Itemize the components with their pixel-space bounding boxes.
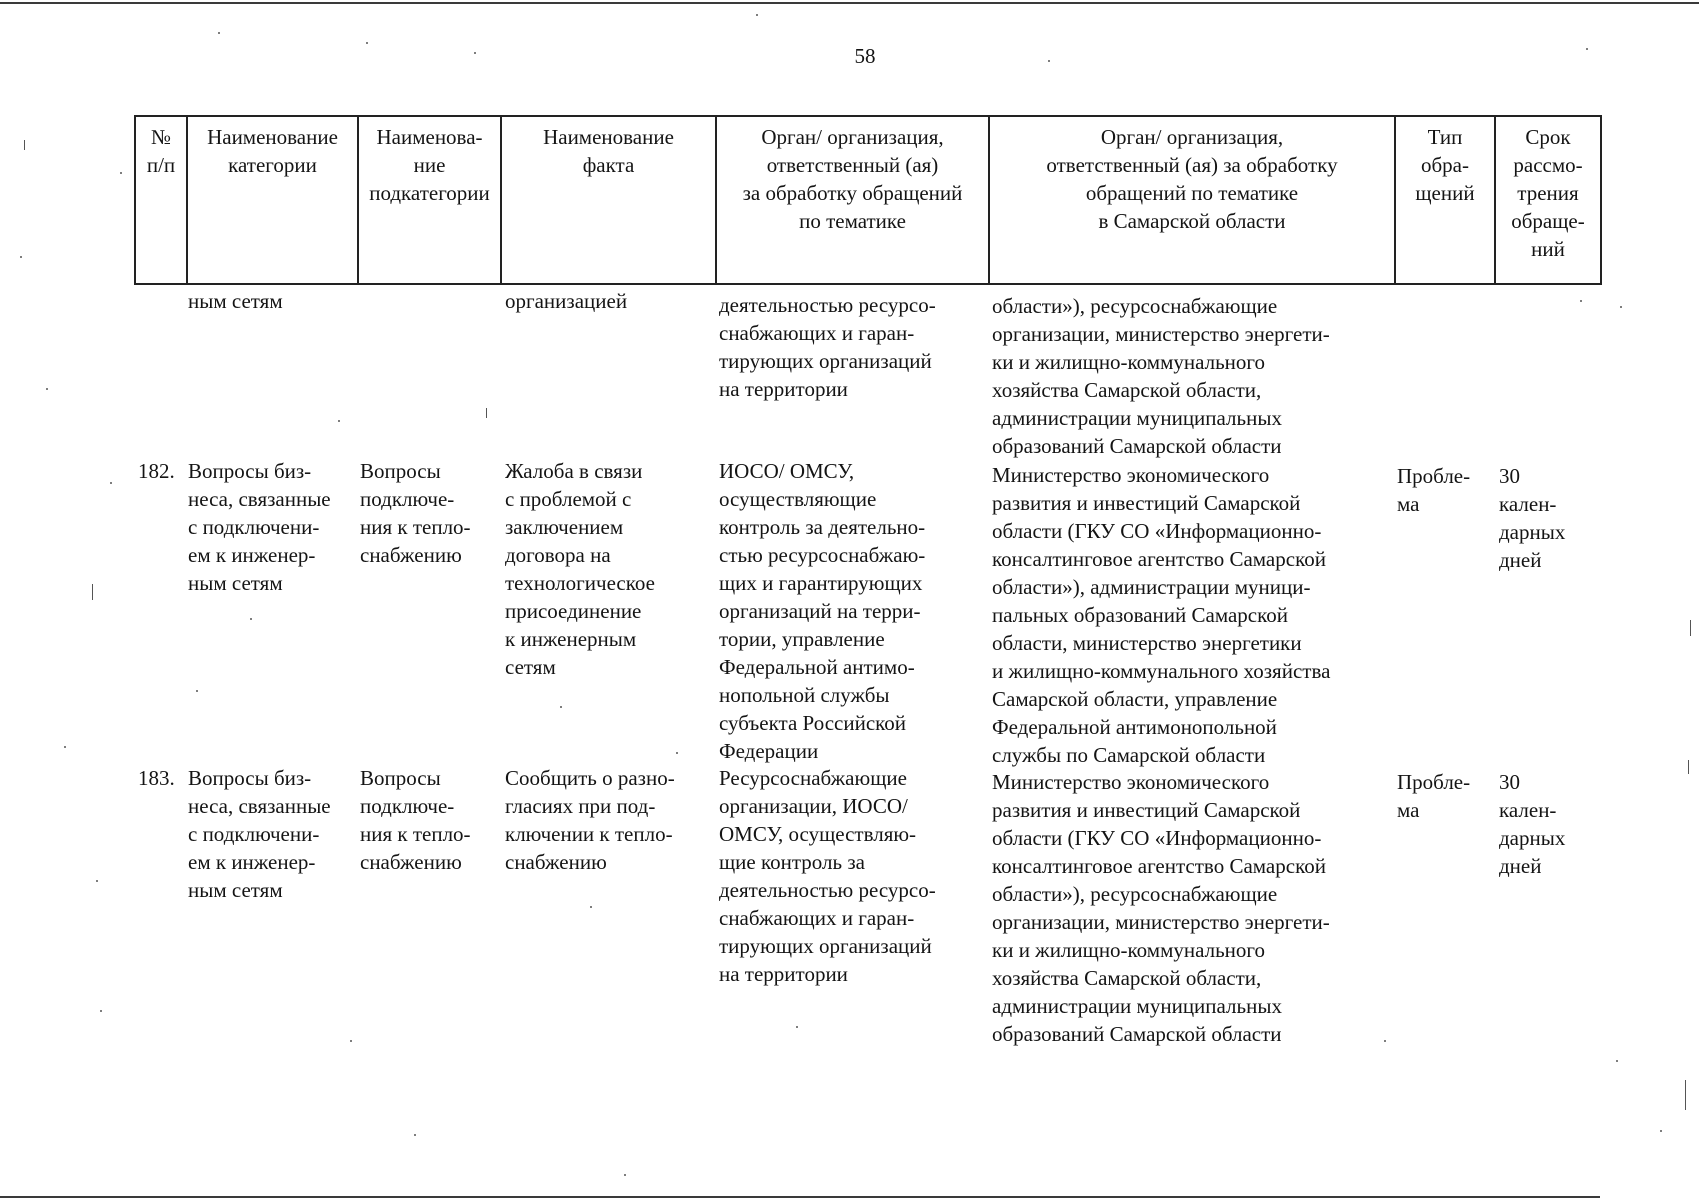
row-org-samara: Министерство экономического развития и инвестиций Самарской области (ГКУ СО «Информационно- консалтинговое агентство Самарской области»), администрации муници- пальных образований Самарской области, министерство энергетики и жилищно-коммунального хозяйства Самарской области, управление Федеральной антимонопольной службы по Самарской области [992,463,1331,767]
header-org: Орган/ организация, ответственный (ая) за обработку обращений по тематике [716,116,989,284]
row-fact: Жалоба в связи с проблемой с заключением договора на технологическое присоединение к инженерным сетям [505,459,655,679]
row-category: ным сетям [188,289,283,313]
header-type: Тип обра- щений [1395,116,1495,284]
row-org-samara: Министерство экономического развития и инвестиций Самарской области (ГКУ СО «Информационно- консалтинговое агентство Самарской области»), ресурсоснабжающие организации, министерство энергети- ки и жилищно-коммунального хозяйства Самарской области, администрации муниципальных образований Самарской области [992,770,1330,1046]
table-header [134,115,1602,285]
row-org-samara: области»), ресурсоснабжающие организации, министерство энергети- ки и жилищно-коммунального хозяйства Самарской области, администрации муниципальных образований Самарской области [992,294,1330,458]
row-term: 30 кален- дарных дней [1499,464,1566,572]
header-subcategory: Наименова- ние подкатегории [358,116,501,284]
row-org: ИОСО/ ОМСУ, осуществляющие контроль за деятельно- стью ресурсоснабжаю- щих и гарантирующих организаций на терри- тории, управление Федеральной антимо- нопольной службы субъекта Российской Федерации [719,459,926,763]
page-number: 58 [854,44,876,68]
row-term: 30 кален- дарных дней [1499,770,1566,878]
header-fact: Наименование факта [501,116,716,284]
row-category: Вопросы биз- неса, связанные с подключени- ем к инженер- ным сетям [188,766,331,902]
row-type: Пробле- ма [1397,464,1471,516]
row-subcategory: Вопросы подключе- ния к тепло- снабжению [360,766,471,874]
row-category: Вопросы биз- неса, связанные с подключени- ем к инженер- ным сетям [188,459,331,595]
row-org: Ресурсоснабжающие организации, ИОСО/ ОМСУ, осуществляю- щие контроль за деятельностью ресурсо- снабжающих и гаран- тирующих организаций на территории [719,766,936,986]
header-org-samara: Орган/ организация, ответственный (ая) за обработку обращений по тематике в Самарской области [989,116,1395,284]
row-fact: организацией [505,289,628,313]
scan-edge-top [0,2,1699,4]
header-category: Наименование категории [187,116,358,284]
row-type: Пробле- ма [1397,770,1471,822]
row-org: деятельностью ресурсо- снабжающих и гаран- тирующих организаций на территории [719,293,936,401]
header-num: № п/п [135,116,187,284]
row-fact: Сообщить о разно- гласиях при под- ключении к тепло- снабжению [505,766,675,874]
header-term: Срок рассмо- трения обраще- ний [1495,116,1601,284]
row-number: 183. [138,766,175,790]
scan-edge-bottom [0,1196,1600,1198]
row-number: 182. [138,459,175,483]
row-subcategory: Вопросы подключе- ния к тепло- снабжению [360,459,471,567]
